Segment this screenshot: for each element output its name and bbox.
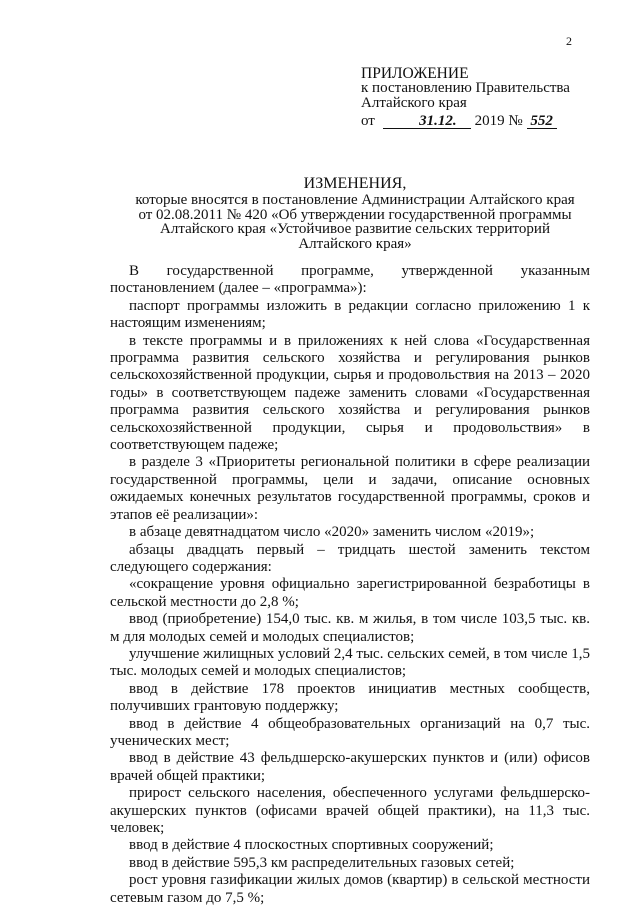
appendix-title: ПРИЛОЖЕНИЕ: [361, 65, 469, 82]
body-paragraph: «сокращение уровня официально зарегистрированной безработицы в сельской местности до 2,8 %;: [110, 576, 590, 610]
body-paragraph: в разделе 3 «Приоритеты региональной политики в сфере реализации государственной программы, цели и задачи, описание основных ожидаемых конечных результатов государственной программы, сроков и этапов её реализации»:: [110, 454, 590, 523]
header-line: Алтайского края»: [298, 235, 412, 252]
appendix-line-2: Алтайского края: [361, 95, 467, 111]
body-paragraph: паспорт программы изложить в редакции согласно приложению 1 к настоящим изменениям;: [110, 297, 590, 332]
body-paragraph: ввод в действие 4 плоскостных спортивных сооружений;: [129, 837, 494, 854]
document-heading: ИЗМЕНЕНИЯ,: [303, 175, 407, 192]
document-body: [110, 263, 590, 907]
page-number: 2: [566, 34, 572, 48]
number-sign: №: [508, 113, 523, 129]
header-line: Алтайского края «Устойчивое развитие сельских территорий: [160, 221, 550, 237]
body-paragraph: ввод в действие 595,3 км распределительных газовых сетей;: [129, 854, 515, 871]
body-paragraph: в абзаце девятнадцатом число «2020» заменить числом «2019»;: [129, 524, 535, 541]
body-paragraph: в тексте программы и в приложениях к ней слова «Государственная программа развития сельского хозяйства и регулирования рынков сельскохозяйственной продукции, сырья и продовольствия на 2013 – 2020 годы» в соответствующем падеже заменить словами «Государственная программа развития сельского хозяйства и регулирования рынков сельскохозяйственной продукции, сырья и продовольствия» в соответствующем падеже;: [110, 332, 590, 454]
document-header: [110, 175, 600, 251]
body-paragraph: прирост сельского населения, обеспеченного услугами фельдшерско-акушерских пунктов (офисами врачей общей практики), на 11,3 тыс. человек;: [110, 785, 590, 836]
decree-date-line: [361, 114, 570, 129]
body-paragraph: абзацы двадцать первый – тридцать шестой заменить текстом следующего содержания:: [110, 541, 590, 575]
body-paragraph: ввод в действие 178 проектов инициатив местных сообществ, получивших грантовую поддержку;: [110, 680, 590, 715]
appendix-line-1: к постановлению Правительства: [361, 80, 570, 96]
decree-number: 552: [527, 114, 557, 129]
header-line: которые вносятся в постановление Администрации Алтайского края: [135, 192, 575, 208]
appendix-block: [361, 66, 570, 129]
body-paragraph: ввод в действие 4 общеобразовательных организаций на 0,7 тыс. ученических мест;: [110, 715, 590, 749]
date-prefix: от: [361, 113, 375, 129]
body-paragraph: В государственной программе, утвержденной указанным постановлением (далее – «программа»):: [110, 263, 590, 297]
header-line: от 02.08.2011 № 420 «Об утверждении государственной программы: [138, 206, 572, 223]
body-paragraph: улучшение жилищных условий 2,4 тыс. сельских семей, в том числе 1,5 тыс. молодых семей и молодых специалистов;: [110, 645, 590, 680]
body-paragraph: ввод (приобретение) 154,0 тыс. кв. м жилья, в том числе 103,5 тыс. кв. м для молодых семей и молодых специалистов;: [110, 611, 590, 645]
decree-date: 31.12.: [383, 114, 471, 129]
body-paragraph: рост уровня газификации жилых домов (квартир) в сельской местности сетевым газом до 7,5 %;: [110, 872, 590, 906]
decree-year: 2019: [474, 113, 505, 129]
body-paragraph: ввод в действие 43 фельдшерско-акушерских пунктов и (или) офисов врачей общей практики;: [110, 750, 590, 784]
